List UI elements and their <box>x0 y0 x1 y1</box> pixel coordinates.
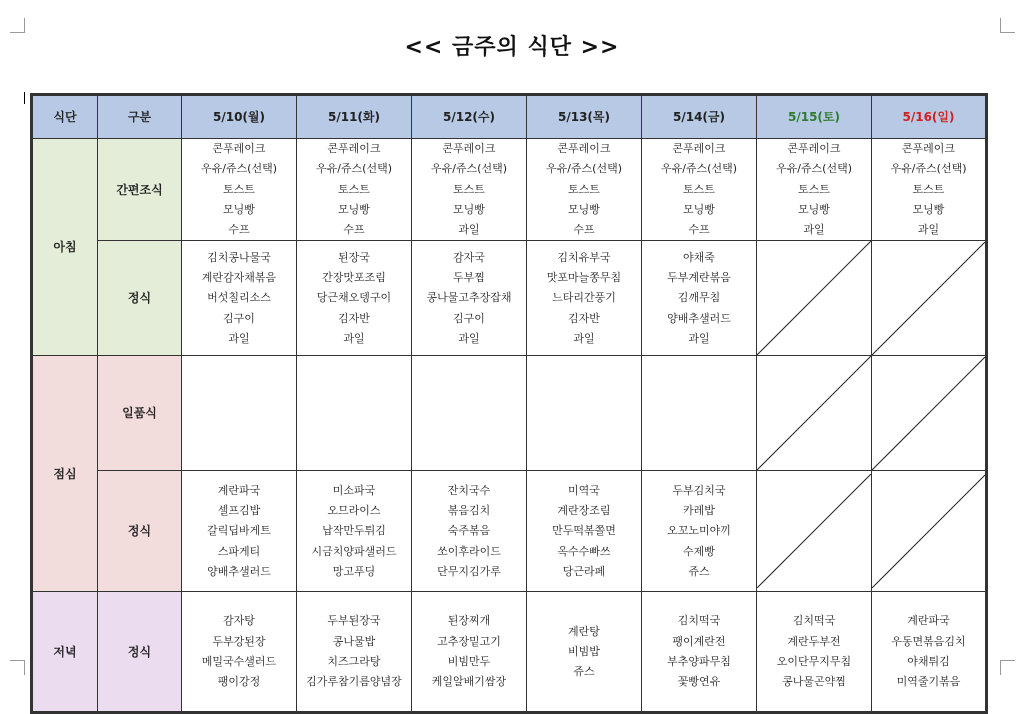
menu-item: 간장맛포조림 <box>322 271 386 285</box>
menu-item: 모닝빵 <box>912 202 945 216</box>
menu-item: 김자반 <box>338 311 370 325</box>
empty-cell-slash <box>757 241 872 356</box>
menu-item: 팽이계란전 <box>672 634 726 648</box>
menu-item: 맛포마늘쫑무침 <box>546 271 622 285</box>
menu-cell <box>527 241 642 356</box>
menu-cell <box>872 139 987 241</box>
menu-cell <box>412 471 527 592</box>
menu-item: 계란탕 <box>568 624 600 638</box>
header-day: 5/14(금) <box>642 95 757 139</box>
menu-cell-empty <box>527 356 642 471</box>
menu-item: 우동면볶음김치 <box>891 634 966 648</box>
menu-cell <box>182 241 297 356</box>
meal-label-dinner: 저녁 <box>32 592 98 713</box>
menu-item: 오꼬노미야끼 <box>667 524 731 538</box>
menu-item: 우유/쥬스(선택) <box>315 162 393 176</box>
menu-item: 콩나물곤약찜 <box>782 675 846 689</box>
menu-item: 수프 <box>688 223 710 237</box>
menu-item: 토스트 <box>223 182 255 196</box>
empty-cell-slash <box>872 241 987 356</box>
menu-item: 계란파국 <box>217 483 261 497</box>
menu-item: 콘푸레이크 <box>787 142 841 155</box>
menu-cell <box>182 139 297 241</box>
menu-item: 납작만두튀김 <box>322 524 386 538</box>
menu-item: 우유/쥬스(선택) <box>890 162 967 176</box>
menu-item: 김치유부국 <box>557 250 611 264</box>
menu-cell <box>527 471 642 592</box>
menu-item: 고추장밑고기 <box>437 634 501 648</box>
menu-item: 치즈그라탕 <box>327 654 381 668</box>
menu-item: 계란장조림 <box>557 504 611 518</box>
menu-item: 우유/쥬스(선택) <box>775 162 853 176</box>
menu-item: 수프 <box>228 223 250 237</box>
menu-item: 김치콩나물국 <box>207 250 271 264</box>
menu-item: 된장찌개 <box>447 614 491 628</box>
menu-item: 과일 <box>228 331 250 345</box>
menu-item: 미역국 <box>568 483 600 497</box>
menu-item: 콩나물고추장잡채 <box>426 291 512 305</box>
menu-item: 시금치양파샐러드 <box>311 544 397 558</box>
menu-item: 잔치국수 <box>447 483 491 497</box>
menu-item: 비빔만두 <box>447 654 491 668</box>
menu-item: 토스트 <box>683 182 715 196</box>
menu-item: 과일 <box>458 331 480 345</box>
menu-item: 과일 <box>917 223 940 237</box>
header-meal: 식단 <box>32 95 98 139</box>
menu-item: 모닝빵 <box>683 202 715 216</box>
menu-cell <box>642 592 757 713</box>
menu-item: 토스트 <box>568 182 600 196</box>
menu-item: 볶음김치 <box>447 504 491 518</box>
lunch-regular-row <box>32 471 987 592</box>
menu-cell <box>297 592 412 713</box>
menu-cell <box>642 471 757 592</box>
menu-item: 모닝빵 <box>223 202 255 216</box>
menu-item: 토스트 <box>453 182 485 196</box>
menu-item: 야채튀김 <box>907 654 950 668</box>
text-cursor <box>24 92 25 104</box>
header-day: 5/12(수) <box>412 95 527 139</box>
menu-item: 된장국 <box>338 250 370 264</box>
menu-item: 김치떡국 <box>677 614 721 628</box>
empty-cell-slash <box>757 356 872 471</box>
menu-item: 갈릭딥바게트 <box>207 524 271 538</box>
menu-item: 쥬스 <box>573 665 595 679</box>
menu-item: 계란감자채볶음 <box>201 271 277 285</box>
menu-item: 쥬스 <box>688 564 710 578</box>
menu-item: 과일 <box>573 331 595 345</box>
menu-cell <box>412 592 527 713</box>
kind-label-single: 일품식 <box>98 356 182 471</box>
menu-item: 오이단무지무침 <box>776 654 852 668</box>
menu-item: 우유/쥬스(선택) <box>200 162 278 176</box>
empty-cell-slash <box>757 471 872 592</box>
kind-label-simple: 간편조식 <box>98 139 182 241</box>
menu-item: 감자국 <box>453 250 485 264</box>
menu-item: 감자탕 <box>223 614 255 628</box>
menu-item: 두부김치국 <box>672 483 726 497</box>
menu-item: 당근채오뎅구이 <box>316 291 392 305</box>
menu-item: 비빔밥 <box>568 644 600 658</box>
menu-item: 콘푸레이크 <box>212 142 266 155</box>
menu-item: 케일알배기쌈장 <box>431 675 507 689</box>
header-day-saturday: 5/15(토) <box>757 95 872 139</box>
menu-item: 팽이강정 <box>217 675 261 689</box>
menu-item: 두부계란볶음 <box>667 271 731 285</box>
meal-label-breakfast: 아침 <box>32 139 98 356</box>
menu-item: 토스트 <box>338 182 370 196</box>
menu-item: 두부된장국 <box>327 614 381 628</box>
page-title: << 금주의 식단 >> <box>404 35 620 60</box>
menu-cell <box>297 241 412 356</box>
menu-item: 당근라페 <box>562 564 606 578</box>
menu-cell <box>182 471 297 592</box>
kind-label-regular: 정식 <box>98 241 182 356</box>
menu-item: 단무지김가루 <box>437 564 501 578</box>
meal-label-lunch: 점심 <box>32 356 98 592</box>
menu-cell <box>757 592 872 713</box>
menu-item: 김가루참기름양념장 <box>306 675 402 689</box>
menu-cell <box>642 139 757 241</box>
menu-item: 망고푸딩 <box>332 564 376 578</box>
menu-item: 김자반 <box>568 311 600 325</box>
menu-item: 토스트 <box>798 182 830 196</box>
menu-item: 오므라이스 <box>327 504 381 518</box>
menu-item: 콘푸레이크 <box>557 142 611 155</box>
menu-item: 콘푸레이크 <box>672 142 726 155</box>
menu-cell <box>182 592 297 713</box>
weekly-menu-table <box>30 93 988 714</box>
kind-label-regular: 정식 <box>98 592 182 713</box>
page-corner-mark <box>10 660 25 675</box>
empty-cell-slash <box>872 356 987 471</box>
menu-item: 옥수수빠쓰 <box>557 544 611 558</box>
menu-item: 숙주볶음 <box>447 524 491 538</box>
menu-cell-empty <box>182 356 297 471</box>
breakfast-simple-row <box>32 139 987 241</box>
header-category: 구분 <box>98 95 182 139</box>
menu-item: 미역줄기볶음 <box>896 675 961 689</box>
menu-item: 콘푸레이크 <box>901 142 956 155</box>
menu-cell <box>527 592 642 713</box>
menu-item: 카레밥 <box>683 504 715 518</box>
menu-item: 김깨무침 <box>677 291 721 305</box>
menu-item: 모닝빵 <box>338 202 370 216</box>
menu-item: 두부찜 <box>453 271 485 285</box>
menu-cell <box>527 139 642 241</box>
menu-item: 김구이 <box>223 311 255 325</box>
page-corner-mark <box>1000 660 1015 675</box>
menu-item: 쏘이후라이드 <box>437 544 501 558</box>
menu-cell <box>297 471 412 592</box>
menu-item: 과일 <box>343 331 365 345</box>
kind-label-regular: 정식 <box>98 471 182 592</box>
menu-item: 스파게티 <box>217 544 261 558</box>
menu-item: 부추양파무침 <box>667 654 731 668</box>
menu-item: 콘푸레이크 <box>327 142 381 155</box>
menu-item: 수프 <box>573 223 595 237</box>
menu-item: 모닝빵 <box>798 202 830 216</box>
menu-item: 느타리간풍기 <box>552 291 616 305</box>
header-row <box>32 95 987 139</box>
menu-item: 계란파국 <box>907 614 950 628</box>
header-day: 5/11(화) <box>297 95 412 139</box>
menu-item: 양배추샐러드 <box>207 564 271 578</box>
menu-item: 모닝빵 <box>453 202 485 216</box>
menu-item: 과일 <box>803 223 825 237</box>
menu-item: 콘푸레이크 <box>442 142 496 155</box>
breakfast-regular-row <box>32 241 987 356</box>
menu-item: 꽃빵연유 <box>677 675 721 689</box>
menu-item: 양배추샐러드 <box>667 311 731 325</box>
menu-cell-empty <box>297 356 412 471</box>
menu-cell <box>297 139 412 241</box>
menu-item: 수프 <box>343 223 365 237</box>
menu-item: 메밀국수샐러드 <box>201 654 277 668</box>
menu-item: 만두떡볶쫄면 <box>552 524 616 538</box>
header-day: 5/10(월) <box>182 95 297 139</box>
menu-cell <box>757 139 872 241</box>
menu-cell <box>412 241 527 356</box>
menu-cell <box>642 241 757 356</box>
menu-item: 버섯칠리소스 <box>207 291 271 305</box>
menu-item: 과일 <box>688 331 710 345</box>
dinner-regular-row <box>32 592 987 713</box>
menu-item: 우유/쥬스(선택) <box>430 162 508 176</box>
menu-item: 김치떡국 <box>792 614 836 628</box>
menu-item: 콩나물밥 <box>332 634 376 648</box>
menu-item: 두부강된장 <box>212 634 266 648</box>
header-day: 5/13(목) <box>527 95 642 139</box>
menu-item: 계란두부전 <box>787 634 841 648</box>
menu-cell-empty <box>412 356 527 471</box>
menu-item: 우유/쥬스(선택) <box>660 162 738 176</box>
menu-cell <box>412 139 527 241</box>
menu-item: 모닝빵 <box>568 202 600 216</box>
menu-item: 수제빵 <box>683 544 715 558</box>
menu-item: 김구이 <box>453 311 485 325</box>
menu-item: 미소파국 <box>332 483 376 497</box>
menu-item: 과일 <box>458 223 480 237</box>
menu-item: 우유/쥬스(선택) <box>545 162 623 176</box>
menu-item: 야채죽 <box>683 250 715 264</box>
menu-item: 셀프김밥 <box>217 504 261 518</box>
header-day-sunday: 5/16(일) <box>872 95 987 139</box>
empty-cell-slash <box>872 471 987 592</box>
menu-item: 토스트 <box>912 182 945 196</box>
lunch-single-row <box>32 356 987 471</box>
menu-cell-empty <box>642 356 757 471</box>
menu-cell <box>872 592 987 713</box>
